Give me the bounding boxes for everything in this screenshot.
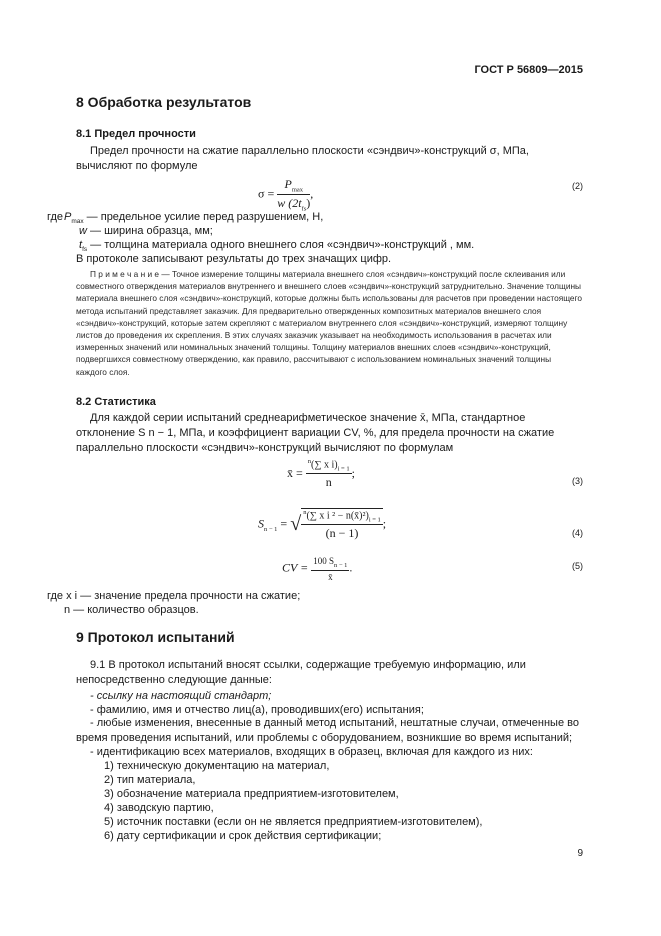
eq4-lhs-sub: n − 1 bbox=[264, 525, 278, 533]
where-item-w bbox=[79, 224, 213, 238]
eq5-num: 100 S bbox=[313, 556, 334, 566]
note-label: П р и м е ч а н и е bbox=[90, 269, 160, 279]
where-pmax-text: — предельное усилие перед разрушением, Н, bbox=[83, 211, 324, 223]
section-8-2-paragraph: Для каждой серии испытаний среднеарифметическое значение x̄, МПа, стандартное отклонение S n − 1, МПа, и коэффициент вариации CV, %, для предела прочности на сжатие параллельно плоскости «сэндвич»-конструкций вычисляют по формулам bbox=[76, 412, 555, 454]
equation-5 bbox=[282, 556, 352, 582]
subitem-6: 6) дату сертификации и срок действия сертификации; bbox=[104, 830, 382, 842]
eq5-lhs: CV = bbox=[282, 560, 309, 575]
equation-2 bbox=[258, 177, 313, 213]
item-changes: - любые изменения, внесенные в данный метод испытаний, нештатные случаи, отмеченные во время проведения испытаний, или проблемы с оборудованием, возникшие во время испытаний; bbox=[76, 717, 579, 744]
note-block bbox=[76, 268, 583, 378]
eq2-den: w (2t bbox=[277, 196, 302, 211]
equation-3 bbox=[287, 458, 355, 490]
eq2-fraction bbox=[277, 177, 310, 213]
eq4-den: (n − 1) bbox=[325, 526, 359, 541]
protocol-line: В протоколе записывают результаты до трех значащих цифр. bbox=[76, 253, 392, 265]
equation-4 bbox=[258, 508, 386, 541]
eq2-den-sub: fs bbox=[301, 205, 307, 213]
eq2-den-end: ) bbox=[306, 196, 311, 211]
eq4-num: (∑ x i ² − n(x̄)²) bbox=[306, 510, 369, 522]
subitem-4: 4) заводскую партию, bbox=[104, 802, 214, 814]
where-prefix: где bbox=[47, 211, 64, 223]
item-identification: - идентификацию всех материалов, входящих в образец, включая для каждого из них: bbox=[90, 746, 533, 758]
item-standard-ref: - ссылку на настоящий стандарт; bbox=[90, 690, 272, 702]
sqrt-icon: √ bbox=[290, 513, 302, 536]
eq4-equals: = bbox=[280, 516, 288, 531]
eq2-num: P bbox=[284, 177, 292, 191]
where-tfs-text: — толщина материала одного внешнего слоя «сэндвич»-конструкций , мм. bbox=[87, 239, 475, 251]
eq3-lhs: x̄ = bbox=[287, 465, 303, 480]
item-operator: - фамилию, имя и отчество лиц(а), проводивших(его) испытания; bbox=[90, 704, 424, 716]
section-8-2-title: 8.2 Статистика bbox=[76, 396, 156, 408]
page-number: 9 bbox=[577, 848, 583, 859]
eq2-num-sub: max bbox=[291, 186, 304, 194]
section-8-1-title: 8.1 Предел прочности bbox=[76, 128, 196, 140]
eq3-num: (∑ x i) bbox=[311, 459, 338, 471]
eq4-sum-bot: i = 1 bbox=[368, 516, 381, 524]
section-8-title: 8 Обработка результатов bbox=[76, 94, 252, 110]
eq2-tail: , bbox=[310, 186, 314, 201]
where2-n: n — количество образцов. bbox=[64, 604, 199, 616]
eq3-den: n bbox=[325, 475, 332, 490]
section-9-1-intro: 9.1 В протокол испытаний вносят ссылки, содержащие требуемую информацию, или непосредственно следующие данные: bbox=[76, 659, 526, 686]
subitem-2: 2) тип материала, bbox=[104, 774, 196, 786]
equation-5-number: (5) bbox=[572, 561, 583, 571]
sym-tfs: t bbox=[79, 239, 83, 251]
subitem-1: 1) техническую документацию на материал, bbox=[104, 760, 330, 772]
equation-3-number: (3) bbox=[572, 476, 583, 486]
sym-pmax: P bbox=[64, 211, 72, 223]
subitem-3: 3) обозначение материала предприятием-изготовителем, bbox=[104, 788, 399, 800]
eq3-sum-bot: i = 1 bbox=[337, 465, 350, 473]
eq4-tail: ; bbox=[382, 516, 387, 531]
section-9-title: 9 Протокол испытаний bbox=[76, 629, 235, 645]
eq5-den: x̄ bbox=[328, 571, 333, 582]
eq4-fraction bbox=[301, 508, 383, 541]
subitem-list bbox=[104, 759, 482, 843]
sym-tfs-sub: fs bbox=[82, 246, 88, 254]
eq3-sum-top: n bbox=[307, 458, 312, 465]
eq5-fraction bbox=[311, 556, 349, 582]
sym-w: w bbox=[79, 225, 87, 237]
section-8-1-paragraph: Предел прочности на сжатие параллельно плоскости «сэндвич»-конструкций σ, МПа, вычисляют по формуле bbox=[76, 145, 529, 172]
note-text: — Точное измерение толщины материала внешнего слоя «сэндвич»-конструкций после склеивания или совместного отверждения материалов внутреннего и внешнего слоев «сэндвич»-конструкций затруднительно. Значение толщины материала внешнего слоя «сэндвич»-конструкций, которые должны быть использованы для расчетов при проведении настоящего метода испытаний представляет заказчик. Для предварительно отвержденных композитных материалов внешнего слоя «сэндвич»-конструкций, которые затем скрепляют с материалом внутреннего слоя «сэндвич»-конструкций, измеряют толщину листов до проведения их скрепления. В этих случаях заказчик указывает на необходимость использования в расчетах или измеренных значений или номинальных значений толщины. Толщину материалов внешних слоев «сэндвич»-конструкций, подвергшихся совместному отверждению, как правило, рассчитывают с использованием номинальных значений толщины каждого слоя. bbox=[76, 269, 583, 377]
eq5-num-sub: n − 1 bbox=[333, 561, 348, 569]
equation-2-number: (2) bbox=[572, 181, 583, 191]
eq3-fraction bbox=[306, 458, 352, 490]
eq2-lhs: σ = bbox=[258, 186, 275, 201]
eq4-sum-top: n bbox=[303, 509, 307, 516]
document-id: ГОСТ Р 56809—2015 bbox=[474, 64, 583, 76]
where-w-text: — ширина образца, мм; bbox=[86, 225, 213, 237]
equation-4-number: (4) bbox=[572, 528, 583, 538]
subitem-5: 5) источник поставки (если он не является предприятием-изготовителем), bbox=[104, 816, 483, 828]
eq4-lhs: S bbox=[258, 516, 264, 531]
sym-pmax-sub: max bbox=[71, 218, 84, 226]
eq3-tail: ; bbox=[351, 465, 355, 480]
where2-xi: где x i — значение предела прочности на сжатие; bbox=[47, 590, 301, 602]
eq5-tail: . bbox=[349, 560, 353, 575]
